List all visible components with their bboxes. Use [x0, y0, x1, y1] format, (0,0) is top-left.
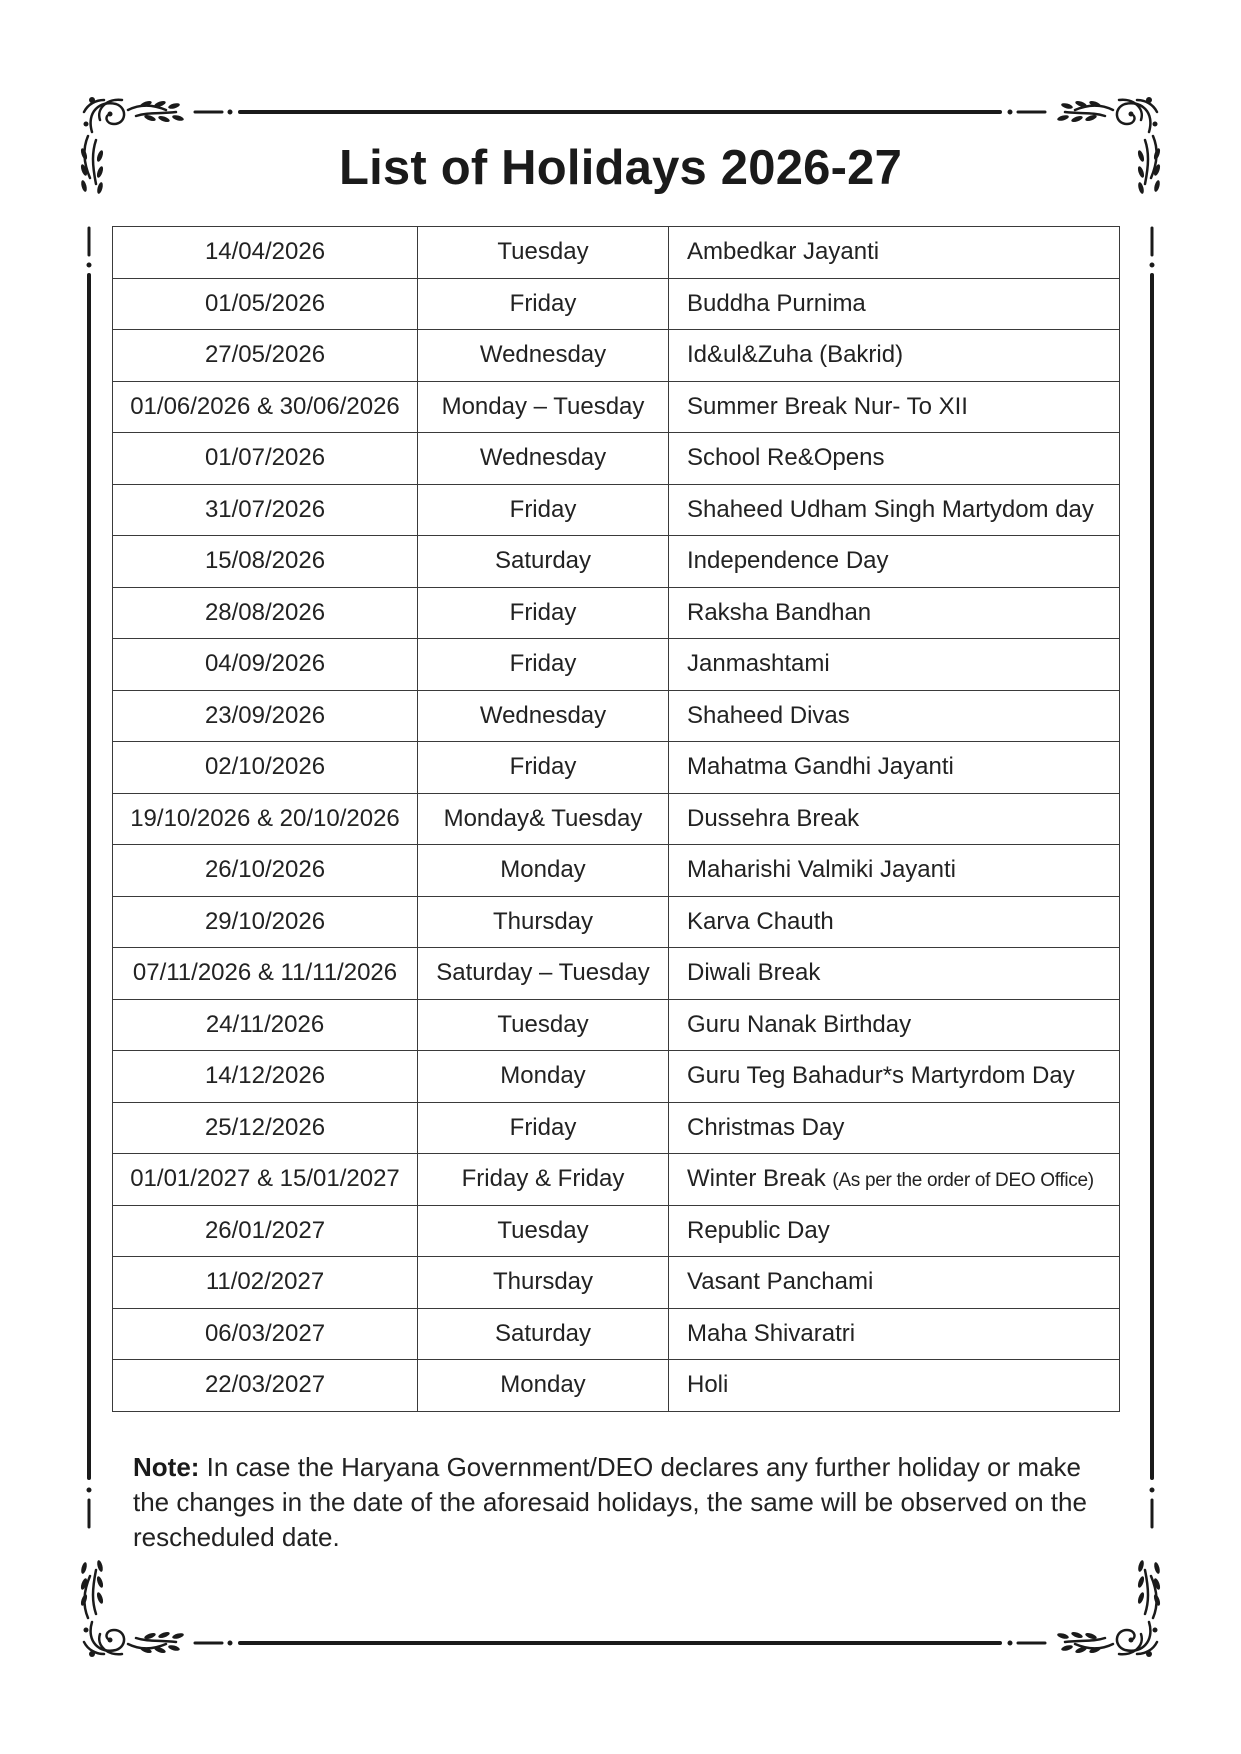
table-row [113, 433, 1120, 485]
holiday-day: Monday [418, 1051, 669, 1103]
holiday-name-cell [669, 999, 1120, 1051]
holiday-table [112, 226, 1120, 1412]
holiday-name: Ambedkar Jayanti [687, 238, 880, 266]
holiday-day: Saturday [418, 536, 669, 588]
table-row [113, 1257, 1120, 1309]
holiday-name: Karva Chauth [687, 907, 834, 935]
table-row [113, 381, 1120, 433]
table-row [113, 1360, 1120, 1412]
holiday-name: Holi [687, 1371, 729, 1399]
holiday-name: Maharishi Valmiki Jayanti [687, 856, 956, 884]
note-paragraph [133, 1450, 1123, 1555]
holiday-name-cell [669, 690, 1120, 742]
holiday-name-cell [669, 1360, 1120, 1412]
holiday-day: Monday [418, 1360, 669, 1412]
holiday-day: Friday & Friday [418, 1154, 669, 1206]
holiday-name-cell [669, 278, 1120, 330]
corner-ornament-bottom-left [80, 1560, 185, 1657]
holiday-name: Maha Shivaratri [687, 1319, 856, 1347]
note-label: Note: [133, 1452, 200, 1482]
holiday-date: 01/06/2026 & 30/06/2026 [113, 381, 418, 433]
holiday-name: Diwali Break [687, 959, 821, 987]
holiday-name: Janmashtami [687, 650, 830, 678]
table-row [113, 1102, 1120, 1154]
holiday-day: Friday [418, 587, 669, 639]
holiday-day: Friday [418, 639, 669, 691]
holiday-name-cell [669, 330, 1120, 382]
holiday-day: Friday [418, 742, 669, 794]
table-row [113, 1154, 1120, 1206]
table-row [113, 536, 1120, 588]
holiday-name: Republic Day [687, 1216, 830, 1244]
holiday-name-cell [669, 639, 1120, 691]
holiday-day: Wednesday [418, 330, 669, 382]
holiday-date: 14/04/2026 [113, 227, 418, 279]
holiday-name: Winter Break [687, 1165, 826, 1193]
holiday-day: Saturday [418, 1308, 669, 1360]
holiday-name: Guru Teg Bahadur*s Martyrdom Day [687, 1062, 1075, 1090]
table-row [113, 999, 1120, 1051]
table-row [113, 484, 1120, 536]
holiday-name: Mahatma Gandhi Jayanti [687, 753, 954, 781]
holiday-name: Summer Break Nur- To XII [687, 392, 968, 420]
holiday-name-cell [669, 742, 1120, 794]
holiday-name: Independence Day [687, 547, 889, 575]
table-row [113, 278, 1120, 330]
holiday-date: 04/09/2026 [113, 639, 418, 691]
holiday-name: Shaheed Udham Singh Martydom day [687, 495, 1094, 523]
table-row [113, 227, 1120, 279]
holiday-date: 06/03/2027 [113, 1308, 418, 1360]
holiday-day: Thursday [418, 1257, 669, 1309]
holiday-name: Christmas Day [687, 1113, 845, 1141]
table-row [113, 639, 1120, 691]
holiday-day: Monday – Tuesday [418, 381, 669, 433]
holiday-table-body [113, 227, 1120, 1412]
holiday-date: 02/10/2026 [113, 742, 418, 794]
holiday-date: 01/07/2026 [113, 433, 418, 485]
corner-ornament-bottom-right [1057, 1560, 1162, 1657]
holiday-date: 25/12/2026 [113, 1102, 418, 1154]
holiday-date: 11/02/2027 [113, 1257, 418, 1309]
holiday-day: Friday [418, 1102, 669, 1154]
holiday-day: Tuesday [418, 227, 669, 279]
holiday-name-cell [669, 1154, 1120, 1206]
holiday-name: Raksha Bandhan [687, 598, 872, 626]
table-row [113, 587, 1120, 639]
holiday-day: Wednesday [418, 690, 669, 742]
holiday-date: 19/10/2026 & 20/10/2026 [113, 793, 418, 845]
holiday-name-cell [669, 948, 1120, 1000]
holiday-name-cell [669, 1102, 1120, 1154]
holiday-day: Friday [418, 484, 669, 536]
table-row [113, 1205, 1120, 1257]
table-row [113, 330, 1120, 382]
holiday-day: Friday [418, 278, 669, 330]
holiday-date: 14/12/2026 [113, 1051, 418, 1103]
holiday-day: Wednesday [418, 433, 669, 485]
holiday-name-cell [669, 1205, 1120, 1257]
holiday-date: 01/01/2027 & 15/01/2027 [113, 1154, 418, 1206]
holiday-name-cell [669, 227, 1120, 279]
holiday-name: Vasant Panchami [687, 1268, 874, 1296]
holiday-date: 29/10/2026 [113, 896, 418, 948]
holiday-date: 15/08/2026 [113, 536, 418, 588]
holiday-date: 07/11/2026 & 11/11/2026 [113, 948, 418, 1000]
table-row [113, 845, 1120, 897]
table-row [113, 742, 1120, 794]
holiday-name-cell [669, 845, 1120, 897]
holiday-day: Monday [418, 845, 669, 897]
holiday-date: 22/03/2027 [113, 1360, 418, 1412]
holiday-name: Id&ul&Zuha (Bakrid) [687, 341, 904, 369]
holiday-name: Buddha Purnima [687, 289, 866, 317]
holiday-date: 26/10/2026 [113, 845, 418, 897]
holiday-name-cell [669, 1308, 1120, 1360]
holiday-name: Shaheed Divas [687, 701, 850, 729]
holiday-date: 27/05/2026 [113, 330, 418, 382]
holiday-name: Guru Nanak Birthday [687, 1010, 912, 1038]
holiday-name-cell [669, 1051, 1120, 1103]
table-row [113, 1308, 1120, 1360]
holiday-day: Monday& Tuesday [418, 793, 669, 845]
holiday-name-cell [669, 793, 1120, 845]
holiday-day: Saturday – Tuesday [418, 948, 669, 1000]
holiday-name-cell [669, 1257, 1120, 1309]
holiday-name: School Re&Opens [687, 444, 885, 472]
table-row [113, 1051, 1120, 1103]
table-row [113, 690, 1120, 742]
holiday-name-cell [669, 484, 1120, 536]
table-row [113, 896, 1120, 948]
table-row [113, 793, 1120, 845]
holiday-day: Tuesday [418, 999, 669, 1051]
holiday-name-cell [669, 536, 1120, 588]
holiday-date: 31/07/2026 [113, 484, 418, 536]
holiday-day: Tuesday [418, 1205, 669, 1257]
holiday-date: 23/09/2026 [113, 690, 418, 742]
holiday-name-cell [669, 896, 1120, 948]
page-title: List of Holidays 2026-27 [338, 141, 903, 195]
holiday-name: Dussehra Break [687, 804, 860, 832]
holiday-day: Thursday [418, 896, 669, 948]
holiday-date: 26/01/2027 [113, 1205, 418, 1257]
holiday-name-cell [669, 381, 1120, 433]
holiday-name-cell [669, 433, 1120, 485]
note-text: In case the Haryana Government/DEO declares any further holiday or make the changes in the date of the aforesaid holidays, the same will be observed on the rescheduled date. [133, 1452, 1087, 1552]
holiday-name-cell [669, 587, 1120, 639]
holiday-date: 01/05/2026 [113, 278, 418, 330]
holiday-name-note: (As per the order of DEO Office) [832, 1170, 1094, 1192]
table-row [113, 948, 1120, 1000]
holiday-date: 28/08/2026 [113, 587, 418, 639]
holiday-date: 24/11/2026 [113, 999, 418, 1051]
